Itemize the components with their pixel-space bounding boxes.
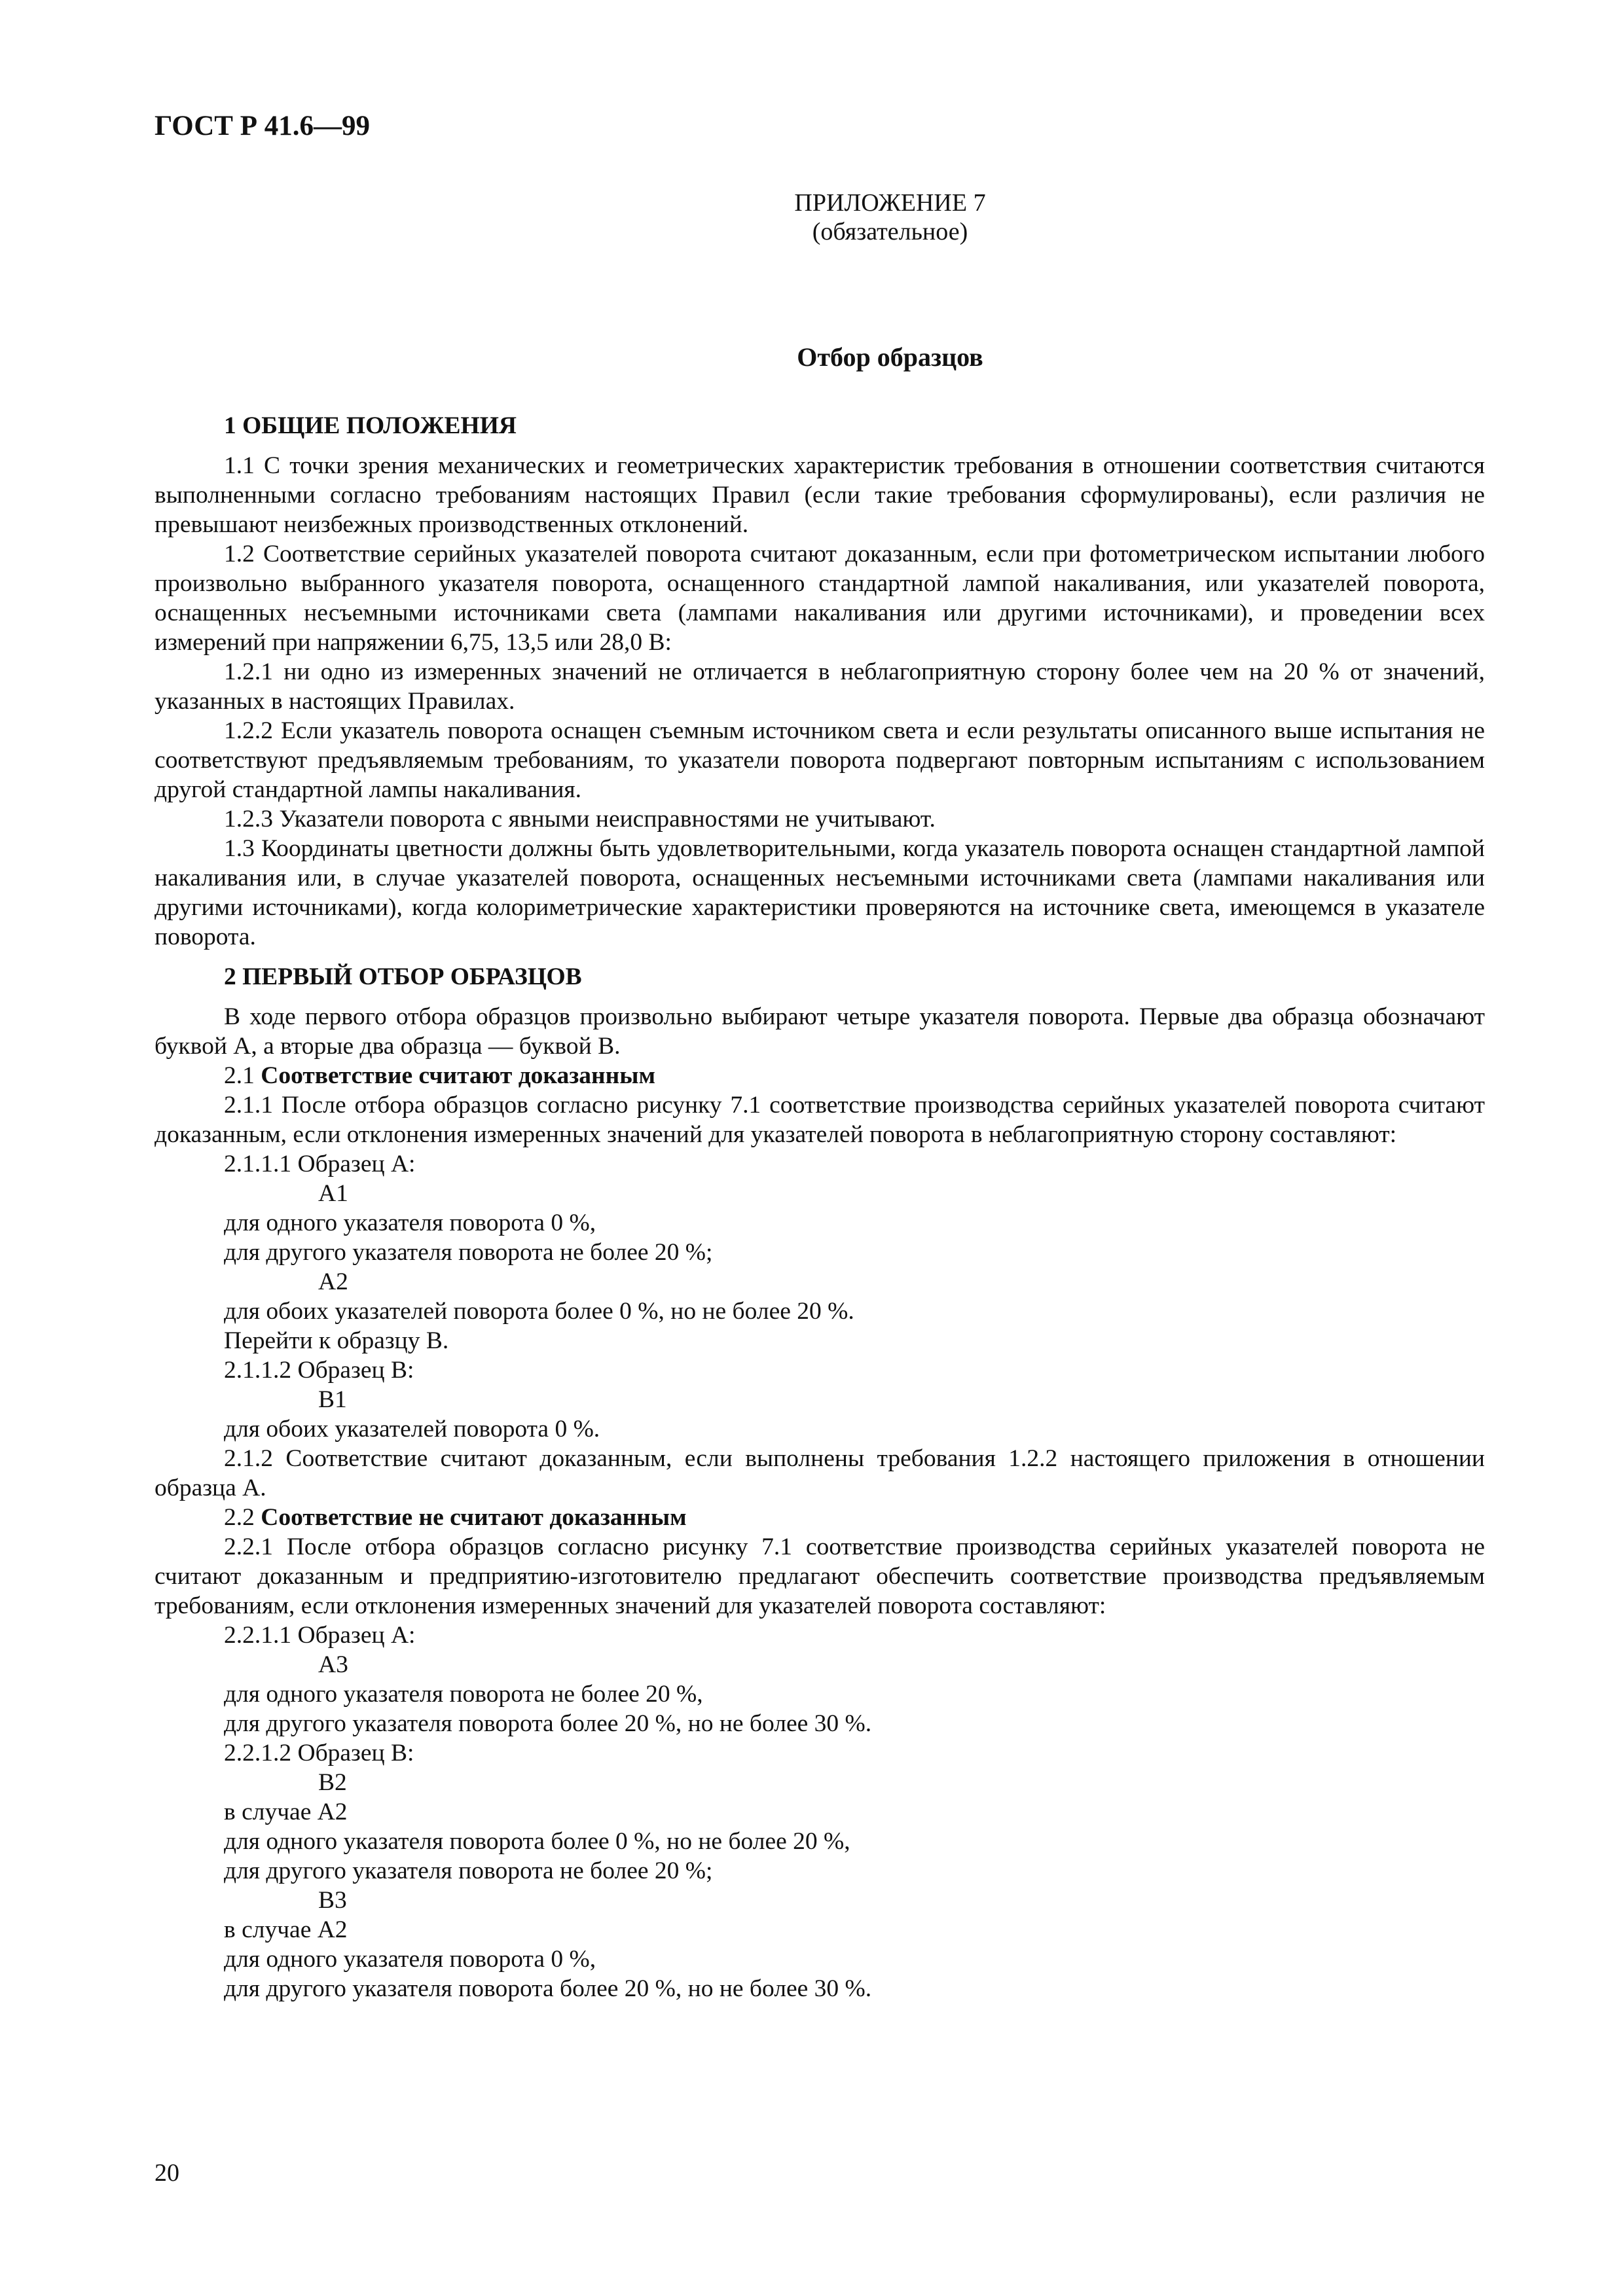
case-b3-line-2: для другого указателя поворота более 20 %, но не более 30 %.: [224, 1975, 872, 2002]
clause-1-2-1: 1.2.1 ни одно из измеренных значений не отличается в неблагоприятную сторону более чем на 20 % от значений, указанных в настоящих Правилах.: [155, 658, 1485, 715]
case-b2-condition: в случае А2: [224, 1799, 348, 1825]
clause-1-1: 1.1 С точки зрения механических и геометрических характеристик требования в отношении соответствия считаются выполненными согласно требованиям настоящих Правил (если такие требования сформулированы), если различия не превышают неизбежных производственных отклонений.: [155, 452, 1485, 538]
case-a3-line-2: для другого указателя поворота более 20 %, но не более 30 %.: [224, 1710, 872, 1737]
clause-2-2-1: 2.2.1 После отбора образцов согласно рисунку 7.1 соответствие производства серийных указателей поворота не считают доказанным и предприятию-изготовителю предлагают обеспечить соответствие производства предъявляемым требованиям, если отклонения измеренных значений для указателей поворота составляют:: [155, 1534, 1485, 1619]
clause-2-2-1-1: 2.2.1.1 Образец А:: [224, 1622, 416, 1649]
clause-1-3: 1.3 Координаты цветности должны быть удовлетворительными, когда указатель поворота оснащен стандартной лампой накаливания или, в случае указателей поворота, оснащенных несъемными источниками света (лампами накаливания или другими источниками), когда колориметрические характеристики проверяются на источнике света, имеющемся в указателе поворота.: [155, 835, 1485, 950]
case-b2-line-1: для одного указателя поворота более 0 %, но не более 20 %,: [224, 1828, 850, 1855]
clause-2-2: [155, 1503, 1485, 1532]
case-a2-line-1: для обоих указателей поворота более 0 %, но не более 20 %.: [224, 1298, 854, 1325]
clause-2-1-2: 2.1.2 Соответствие считают доказанным, если выполнены требования 1.2.2 настоящего приложения в отношении образца А.: [155, 1445, 1485, 1501]
clause-2-1-1-2: 2.1.1.2 Образец В:: [224, 1357, 414, 1384]
case-b1-line-1: для обоих указателей поворота 0 %.: [224, 1416, 600, 1443]
case-a3: А3: [318, 1651, 348, 1678]
case-b3: В3: [318, 1887, 347, 1914]
case-b3-condition: в случае А2: [224, 1916, 348, 1943]
clause-1-2: 1.2 Соответствие серийных указателей поворота считают доказанным, если при фотометрическом испытании любого произвольно выбранного указателя поворота, оснащенного стандартной лампой накаливания, или указателей поворота, оснащенных несъемными источниками света (лампами накаливания или другими источниками), и проведении всех измерений при напряжении 6,75, 13,5 или 28,0 В:: [155, 541, 1485, 656]
clause-1-2-2: 1.2.2 Если указатель поворота оснащен съемным источником света и если результаты описанного выше испытания не соответствуют предъявляемым требованиям, то указатели поворота подвергают повторным испытаниям с использованием другой стандартной лампы накаливания.: [155, 717, 1485, 803]
annex-title: ПРИЛОЖЕНИЕ 7: [794, 189, 986, 217]
clause-2-1-number: 2.1: [224, 1062, 255, 1089]
clause-1-2-3: 1.2.3 Указатели поворота с явными неисправностями не учитывают.: [224, 806, 936, 833]
document-title: Отбор образцов: [797, 342, 983, 372]
case-a1-line-2: для другого указателя поворота не более 20 %;: [224, 1239, 713, 1266]
case-a1: А1: [318, 1180, 348, 1207]
case-b3-line-1: для одного указателя поворота 0 %,: [224, 1946, 596, 1973]
case-a2: А2: [318, 1268, 348, 1295]
case-b2-line-2: для другого указателя поворота не более 20 %;: [224, 1857, 713, 1884]
annex-status: (обязательное): [812, 218, 968, 245]
case-a1-line-1: для одного указателя поворота 0 %,: [224, 1210, 596, 1236]
clause-2-2-1-2: 2.2.1.2 Образец В:: [224, 1740, 414, 1767]
clause-2-1: [155, 1061, 1485, 1090]
page-number: 20: [155, 2159, 179, 2187]
clause-2-2-number: 2.2: [224, 1504, 255, 1531]
section-2-heading: 2 ПЕРВЫЙ ОТБОР ОБРАЗЦОВ: [224, 963, 582, 990]
clause-2-2-title: Соответствие не считают доказанным: [261, 1504, 687, 1531]
goto-sample-b: Перейти к образцу В.: [224, 1327, 449, 1354]
section-2-intro: В ходе первого отбора образцов произвольно выбирают четыре указателя поворота. Первые два образца обозначают буквой А, а вторые два образца — буквой В.: [155, 1003, 1485, 1060]
section-1-heading: 1 ОБЩИЕ ПОЛОЖЕНИЯ: [224, 412, 517, 439]
clause-2-1-1: 2.1.1 После отбора образцов согласно рисунку 7.1 соответствие производства серийных указателей поворота считают доказанным, если отклонения измеренных значений для указателей поворота в неблагоприятную сторону составляют:: [155, 1092, 1485, 1148]
clause-2-1-title: Соответствие считают доказанным: [261, 1062, 656, 1089]
annex-header: [0, 188, 1623, 246]
case-a3-line-1: для одного указателя поворота не более 20 %,: [224, 1681, 703, 1708]
case-b2: В2: [318, 1769, 347, 1796]
standard-code: ГОСТ Р 41.6—99: [155, 111, 371, 141]
clause-2-1-1-1: 2.1.1.1 Образец А:: [224, 1151, 416, 1177]
document-body: [155, 411, 1485, 2003]
case-b1: В1: [318, 1386, 347, 1413]
